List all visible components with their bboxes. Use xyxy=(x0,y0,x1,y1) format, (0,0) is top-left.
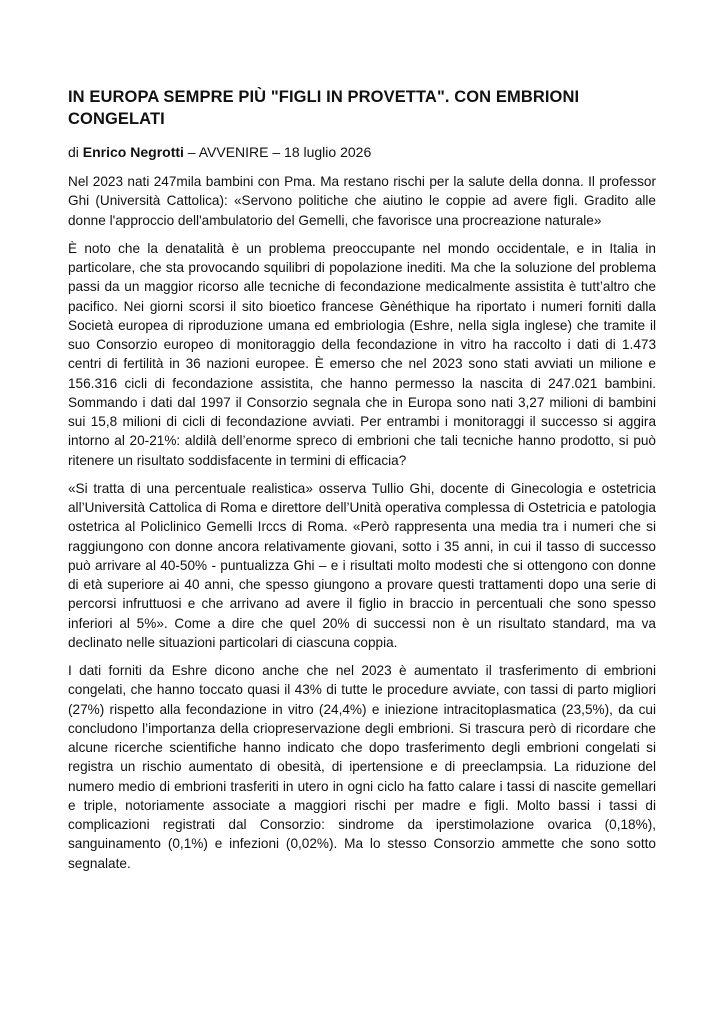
document-page xyxy=(68,86,656,882)
article-summary: Nel 2023 nati 247mila bambini con Pma. Ma restano rischi per la salute della donna. Il professor Ghi (Università Cattolica): «Servono politiche che aiutino le coppie ad avere figli. Gradito alle donne l'approccio dell'ambulatorio del Gemelli, che favorisce una procreazione naturale» xyxy=(68,174,656,228)
article-paragraph: «Si tratta di una percentuale realistica» osserva Tullio Ghi, docente di Ginecologia e ostetricia all’Università Cattolica di Roma e direttore dell’Unità operativa complessa di Ostetricia e patologia ostetrica al Policlinico Gemelli Irccs di Roma. «Però rappresenta una media tra i numeri che si raggiungono con donne ancora relativamente giovani, sotto i 35 anni, in cui il tasso di successo può arrivare al 40-50% - puntualizza Ghi – e i risultati molto modesti che si ottengono con donne di età superiore ai 40 anni, che spesso giungono a provare questi trattamenti dopo una serie di percorsi infruttuosi e che arrivano ad avere il figlio in braccio in percentuali che sono spesso inferiori al 5%». Come a dire che quel 20% di successi non è un risultato standard, ma va declinato nelle situazioni particolari di ciascuna coppia. xyxy=(68,480,656,650)
byline-prefix: di xyxy=(68,144,83,160)
byline-source: – AVVENIRE – 18 luglio 2026 xyxy=(183,144,372,160)
article-title: IN EUROPA SEMPRE PIÙ "FIGLI IN PROVETTA". CON EMBRIONI CONGELATI xyxy=(68,88,580,128)
byline xyxy=(68,143,656,162)
article-paragraph: È noto che la denatalità è un problema preoccupante nel mondo occidentale, e in Italia in particolare, che sta provocando squilibri di popolazione inediti. Ma che la soluzione del problema passi da un maggior ricorso alle tecniche di fecondazione medicalmente assistita è tutt’altro che pacifico. Nei giorni scorsi il sito bioetico francese Gènéthique ha riportato i numeri forniti dalla Società europea di riproduzione umana ed embriologia (Eshre, nella sigla inglese) che tramite il suo Consorzio europeo di monitoraggio della fecondazione in vitro ha raccolto i dati di 1.473 centri di fertilità in 36 nazioni europee. È emerso che nel 2023 sono stati avviati un milione e 156.316 cicli di fecondazione assistita, che hanno permesso la nascita di 247.021 bambini. Sommando i dati dal 1997 il Consorzio segnala che in Europa sono nati 3,27 milioni di bambini sui 15,8 milioni di cicli di fecondazione avviati. Per entrambi i monitoraggi il successo si aggira intorno al 20-21%: aldilà dell’enorme spreco di embrioni che tali tecniche hanno prodotto, si può ritenere un risultato soddisfacente in termini di efficacia? xyxy=(68,240,656,468)
author-name: Enrico Negrotti xyxy=(82,144,184,160)
article-paragraph: I dati forniti da Eshre dicono anche che nel 2023 è aumentato il trasferimento di embrioni congelati, che hanno toccato quasi il 43% di tutte le procedure avviate, con tassi di parto migliori (27%) rispetto alla fecondazione in vitro (24,4%) e iniezione intracitoplasmatica (23,5%), da cui concludono l’importanza della criopreservazione degli embrioni. Si trascura però di ricordare che alcune ricerche scientifiche hanno indicato che dopo trasferimento degli embrioni congelati si registra un rischio aumentato di obesità, di ipertensione e di preeclampsia. La riduzione del numero medio di embrioni trasferiti in utero in ogni ciclo ha fatto calare i tassi di nascite gemellari e triple, notoriamente associate a maggiori rischi per madre e figli. Molto bassi i tassi di complicazioni registrati dal Consorzio: sindrome da iperstimolazione ovarica (0,18%), sanguinamento (0,1%) e infezioni (0,02%). Ma lo stesso Consorzio ammette che sono sotto segnalate. xyxy=(68,663,656,871)
